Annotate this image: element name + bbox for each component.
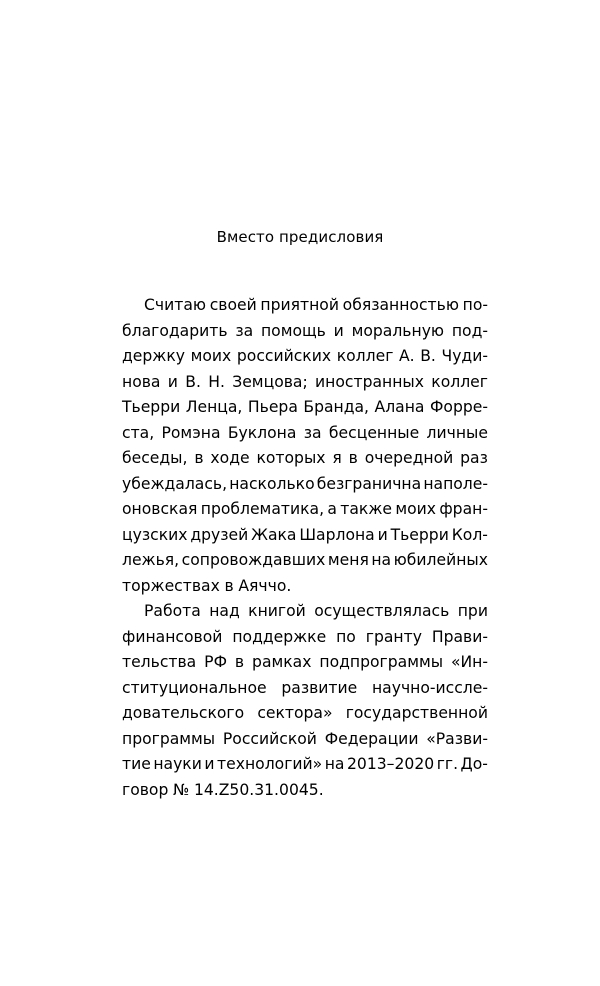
- text-line: программы Российской Федерации «Разви-: [122, 729, 488, 748]
- body-text: [122, 293, 488, 803]
- text-line: ста, Ромэна Буклона за бесценные личные: [122, 423, 488, 442]
- text-line: убеждалась, насколько безгранична наполе-: [122, 474, 488, 493]
- text-line: торжествах в Аяччо.: [122, 576, 292, 595]
- text-line: довательского сектора» государственной: [122, 704, 488, 722]
- text-line: держку моих российских коллег А. В. Чуди-: [122, 347, 488, 365]
- text-line: благодарить за помощь и моральную под-: [122, 321, 488, 340]
- text-line: Считаю своей приятной обязанностью по-: [144, 296, 488, 314]
- text-line: финансовой поддержке по гранту Прави-: [122, 627, 488, 646]
- text-line: беседы, в ходе которых я в очередной раз: [122, 449, 488, 467]
- text-line: говор № 14.Z50.31.0045.: [122, 780, 324, 799]
- text-line: тельства РФ в рамках подпрограммы «Ин-: [122, 653, 488, 671]
- text-line: Тьерри Ленца, Пьера Бранда, Алана Форре-: [122, 398, 488, 416]
- text-line: цузских друзей Жака Шарлона и Тьерри Кол-: [122, 525, 488, 544]
- text-line: Работа над книгой осуществлялась при: [144, 602, 488, 620]
- section-heading: Вместо предисловия: [216, 228, 384, 246]
- text-line: ституциональное развитие научно-иссле-: [122, 678, 488, 697]
- text-line: тие науки и технологий» на 2013–2020 гг. До-: [122, 755, 488, 773]
- text-line: нова и В. Н. Земцова; иностранных коллег: [122, 372, 488, 391]
- text-line: лежья, сопровождавших меня на юбилейных: [122, 551, 488, 569]
- text-line: оновская проблематика, а также моих фран-: [122, 500, 488, 518]
